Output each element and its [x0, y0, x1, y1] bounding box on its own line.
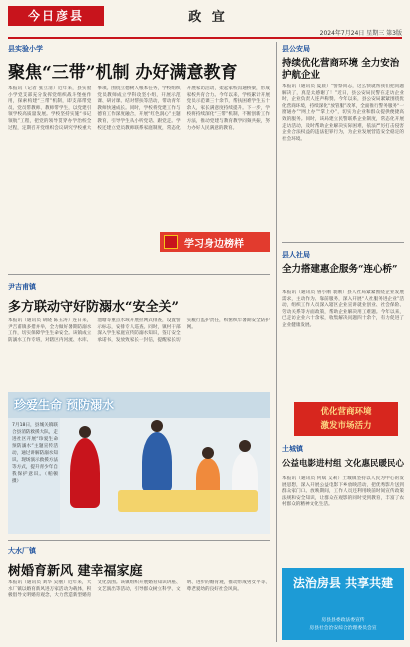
flag-icon: [164, 235, 178, 249]
promo-line-1: 优化营商环境: [320, 407, 372, 417]
article-body-town: 本报讯（通讯员 胡晓 陈玉涛）连日来，尹吉甫镇多措并举，全力做好暑期防溺水工作，切实保障学生生命安全。该镇成立防溺水工作专班，对辖区内河流、水库、池塘等重点水域开展拉网式排查，设置警示标志，安排专人巡查。同时，镇村干部深入学生家庭宣传防溺水知识，签订安全承诺书，发放致家长一封信，提醒家长切实履行监护责任，织密织牢暑期安全防护网。: [8, 318, 270, 343]
section-title: 政 宜: [188, 10, 228, 25]
photo-caption: 7月18日，县城关镇联合县消防救援大队，走进社区开展“珍爱生命 预防溺水”主题宣传活动，通过讲解防溺水知识、现场演示救援方法等方式，提升青少年自我保护意识。（帕顿 摄）: [12, 423, 58, 484]
article-body-police: 本报讯（通讯员 夏晨）“警察同志，这么快就帮我们把问题解决了，真是太感谢了！”近日，县公安局民警在走访企业时，企业负责人连声称赞。今年以来，县公安局紧紧围绕优化营商环境，持续深化“放管服”改革，全面推行警务服务“一窗通办”“网上办”“掌上办”，切实为企业和群众提供便捷高效的服务。同时，该局建立民警联系企业制度，常态化开展走访活动，及时帮助企业解决实际困难，依法严厉打击侵害企业合法权益的违法犯罪行为，为企业发展营造安全稳定的社会环境。: [282, 84, 404, 142]
article-title-village[interactable]: 树婚育新风 建幸福家庭: [8, 564, 143, 579]
issue-date: 2024年7月24日 星期三 第3版: [319, 30, 402, 37]
person-figure: [142, 432, 172, 492]
header-rule: [8, 37, 402, 39]
promo-box: [294, 402, 398, 436]
divider: [8, 274, 270, 275]
article-label-school: 县实验小学: [8, 45, 43, 53]
law-sub-1: 房县县委政法委宣传: [321, 618, 365, 623]
person-figure: [70, 438, 100, 508]
person-head: [239, 440, 251, 452]
article-label-police: 县公安局: [282, 45, 310, 53]
article-body-village: 本报讯（通讯员 刘华 吴丽）近年来，大水厂镇以婚育新风进万家活动为载体，积极倡导文明婚育观念，大力营造新型婚育文化氛围。该镇组织开展婚育知识讲座、文艺演出等活动，引导群众树立科学、文明、进步的婚育观，推动形成男女平等、尊老爱幼的良好社会风尚。: [8, 580, 270, 599]
article-title-earth[interactable]: 公益电影进村组 文化惠民暖民心: [282, 459, 404, 469]
photo-title: 珍爱生命 预防溺水: [14, 398, 115, 412]
activity-table: [118, 490, 258, 512]
article-label-town: 尹吉甫镇: [8, 283, 36, 291]
divider: [8, 540, 270, 541]
person-head: [151, 420, 163, 432]
article-title-police[interactable]: 持续优化营商环境 全力安治护航企业: [282, 58, 400, 81]
article-body-school: 本报讯（记者 张立清）近年来，县实验小学党支部充分发挥党组织战斗堡垒作用，探索构建“三带”机制，即支部带党员、党员带教师、教师带学生，以党建引领学校高质量发展。学校坚持实施“书记领航”工程，把党的领导贯穿办学治校全过程，定期召开党组织会议研究学校重大事项。围绕立德树人根本任务，学校组织党员教师成立学科攻坚小组，开展示范课、研讨课、结对帮扶等活动，带动青年教师快速成长。同时，学校将党建工作与德育工作深度融合，开展“红色润心”主题教育，引导学生从小听党话、跟党走。学校还建立党员教师联系家庭制度，常态化开展家访活动，架起家校沟通桥梁，形成家校共育合力。今年以来，学校累计开展党员示范课三十余节，帮扶困难学生五十余人，家长满意度持续提升。下一步，学校将持续深化“三带”机制，不断创新工作方法，推动党建与教育教学同频共振，努力办好人民满意的教育。: [8, 86, 270, 131]
article-title-school[interactable]: 聚焦“三带”机制 办好满意教育: [8, 63, 238, 83]
person-head: [79, 426, 91, 438]
article-body-earth: 本报讯（通讯员 何斌 艾莉）土城镇坚持以人民为中心的发展思想，深入开展公益电影下乡放映活动，把优秀影片送到群众家门口。放映期间，工作人员还利用映前时间宣传政策法规和安全知识，让群众在观影的同时受到教育，丰富了农村群众的精神文化生活。: [282, 476, 404, 508]
divider: [282, 242, 404, 243]
news-photo: [8, 392, 270, 534]
promo-line-2: 激发市场活力: [320, 421, 372, 431]
article-title-bureau[interactable]: 全力搭建惠企服务“连心桥”: [282, 264, 398, 275]
article-title-town[interactable]: 多方联动守好防溺水“安全关”: [8, 300, 179, 315]
person-head: [202, 447, 214, 459]
banner-text: 学习身边榜样: [184, 239, 244, 250]
masthead-logo: 今日彦县: [8, 6, 104, 26]
law-sub-2: 房县社会治安综合治理委员会宣: [309, 626, 377, 631]
article-label-earth: 土城镇: [282, 445, 303, 453]
article-label-bureau: 县人社局: [282, 251, 310, 259]
law-advert: [282, 568, 404, 640]
article-label-village: 大水厂镇: [8, 547, 36, 555]
law-title: 法治房县 共享共建: [292, 576, 394, 590]
column-divider: [276, 42, 277, 642]
article-body-bureau: 本报讯（通讯员 鲁小刚 裴刚）县人社局紧紧围绕企业发展需求，主动作为、靠前服务，深入开展“人社服务进企业”活动，组织工作人员深入辖区企业宣讲就业创业、社会保险、劳动关系等方面政策，帮助企业解决用工难题。今年以来，已走访企业六十余家，收集解决问题四十余个，有力促进了企业健康发展。: [282, 290, 404, 328]
learning-banner: [160, 232, 270, 252]
page-header: [8, 4, 402, 36]
